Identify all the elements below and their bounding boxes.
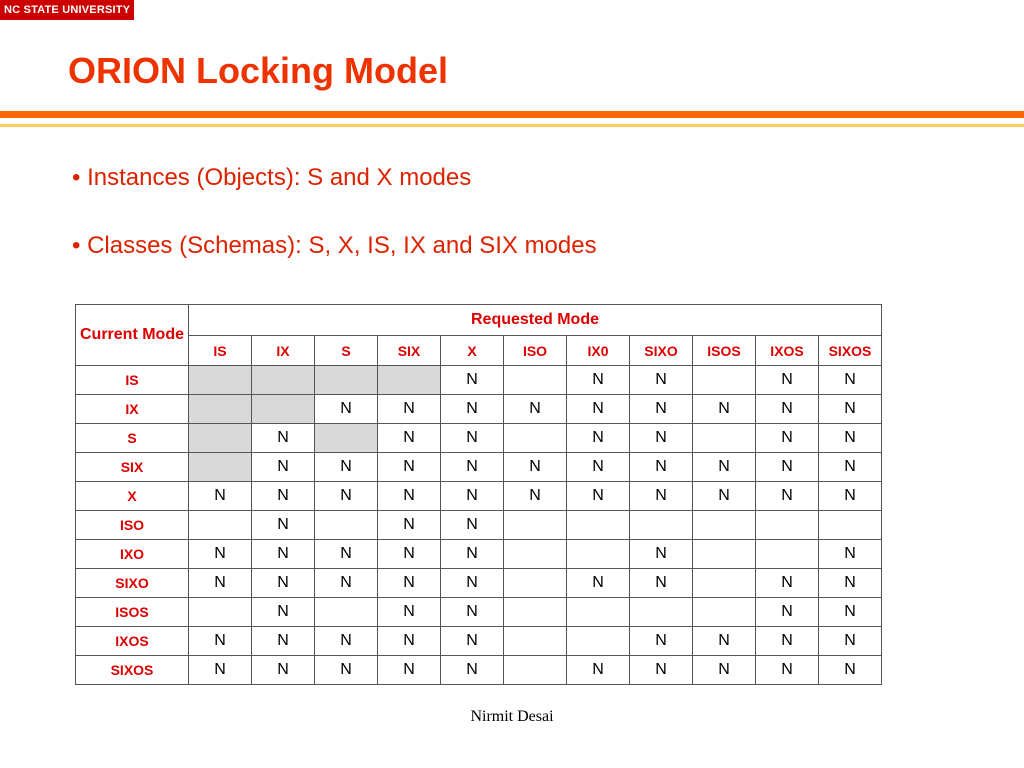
table-cell: N bbox=[315, 656, 378, 685]
table-cell: N bbox=[819, 598, 882, 627]
table-cell: N bbox=[252, 424, 315, 453]
table-cell: N bbox=[189, 482, 252, 511]
table-cell: N bbox=[630, 569, 693, 598]
table-cell: N bbox=[315, 453, 378, 482]
row-header: ISOS bbox=[76, 598, 189, 627]
table-cell: N bbox=[630, 656, 693, 685]
table-cell bbox=[504, 424, 567, 453]
table-cell: N bbox=[189, 627, 252, 656]
table-cell: N bbox=[756, 424, 819, 453]
table-cell bbox=[693, 540, 756, 569]
table-cell: N bbox=[189, 656, 252, 685]
table-cell: N bbox=[441, 424, 504, 453]
column-header: X bbox=[441, 336, 504, 366]
column-header: ISOS bbox=[693, 336, 756, 366]
table-cell: N bbox=[504, 453, 567, 482]
table-cell: N bbox=[441, 366, 504, 395]
row-header: X bbox=[76, 482, 189, 511]
table-cell bbox=[189, 424, 252, 453]
table-cell bbox=[630, 598, 693, 627]
column-header: SIXO bbox=[630, 336, 693, 366]
table-cell: N bbox=[378, 598, 441, 627]
table-cell: N bbox=[441, 627, 504, 656]
table-cell: N bbox=[441, 598, 504, 627]
table-cell: N bbox=[567, 395, 630, 424]
table-cell bbox=[189, 453, 252, 482]
table-cell bbox=[567, 627, 630, 656]
table-cell bbox=[819, 511, 882, 540]
table-cell bbox=[504, 656, 567, 685]
row-header: S bbox=[76, 424, 189, 453]
table-row bbox=[76, 569, 882, 598]
column-header: ISO bbox=[504, 336, 567, 366]
table-cell: N bbox=[378, 424, 441, 453]
table-cell: N bbox=[819, 569, 882, 598]
column-header-row bbox=[76, 336, 882, 366]
table-cell: N bbox=[441, 395, 504, 424]
table-cell bbox=[693, 569, 756, 598]
slide-title: ORION Locking Model bbox=[68, 50, 449, 91]
table-cell: N bbox=[630, 424, 693, 453]
table-cell: N bbox=[567, 482, 630, 511]
table-cell: N bbox=[378, 569, 441, 598]
column-header: SIX bbox=[378, 336, 441, 366]
table-cell: N bbox=[441, 656, 504, 685]
table-cell: N bbox=[819, 395, 882, 424]
table-cell: N bbox=[693, 453, 756, 482]
table-cell: N bbox=[819, 656, 882, 685]
table-cell: N bbox=[567, 569, 630, 598]
table-cell bbox=[504, 540, 567, 569]
table-cell bbox=[315, 598, 378, 627]
table-cell: N bbox=[189, 540, 252, 569]
table-cell: N bbox=[378, 482, 441, 511]
table-cell bbox=[756, 511, 819, 540]
table-cell: N bbox=[693, 627, 756, 656]
table-cell: N bbox=[693, 482, 756, 511]
table-cell: N bbox=[441, 453, 504, 482]
row-header: IXOS bbox=[76, 627, 189, 656]
table-cell: N bbox=[378, 540, 441, 569]
table-cell: N bbox=[315, 569, 378, 598]
table-cell bbox=[378, 366, 441, 395]
table-cell: N bbox=[378, 627, 441, 656]
table-cell: N bbox=[252, 540, 315, 569]
row-header: ISO bbox=[76, 511, 189, 540]
table-cell bbox=[252, 395, 315, 424]
table-cell bbox=[567, 511, 630, 540]
table-cell: N bbox=[819, 627, 882, 656]
table-cell: N bbox=[252, 569, 315, 598]
table-cell: N bbox=[441, 540, 504, 569]
table-cell bbox=[315, 424, 378, 453]
title-rule-thick bbox=[0, 111, 1024, 118]
table-cell bbox=[504, 569, 567, 598]
table-cell: N bbox=[504, 482, 567, 511]
table-cell: N bbox=[819, 482, 882, 511]
table-cell: N bbox=[252, 598, 315, 627]
table-cell bbox=[567, 598, 630, 627]
row-header: SIXO bbox=[76, 569, 189, 598]
table-cell: N bbox=[378, 511, 441, 540]
column-header: IX bbox=[252, 336, 315, 366]
table-cell: N bbox=[315, 482, 378, 511]
bullet-instances: • Instances (Objects): S and X modes bbox=[72, 164, 472, 191]
table-cell: N bbox=[630, 395, 693, 424]
row-header: SIXOS bbox=[76, 656, 189, 685]
nc-state-logo bbox=[0, 0, 134, 20]
column-header: IS bbox=[189, 336, 252, 366]
table-cell: N bbox=[630, 627, 693, 656]
table-cell: N bbox=[756, 395, 819, 424]
table-cell bbox=[693, 424, 756, 453]
table-row bbox=[76, 482, 882, 511]
table-cell: N bbox=[252, 627, 315, 656]
table-row bbox=[76, 540, 882, 569]
table-cell bbox=[504, 627, 567, 656]
table-row bbox=[76, 598, 882, 627]
table-cell: N bbox=[441, 569, 504, 598]
table-row bbox=[76, 453, 882, 482]
table-cell: N bbox=[567, 366, 630, 395]
column-header: IX0 bbox=[567, 336, 630, 366]
table-cell: N bbox=[378, 395, 441, 424]
table-cell: N bbox=[630, 540, 693, 569]
row-header: IXO bbox=[76, 540, 189, 569]
table-row bbox=[76, 656, 882, 685]
table-cell bbox=[315, 511, 378, 540]
row-header: IX bbox=[76, 395, 189, 424]
table-cell: N bbox=[252, 453, 315, 482]
table-cell: N bbox=[630, 366, 693, 395]
table-cell bbox=[189, 598, 252, 627]
table-cell: N bbox=[756, 482, 819, 511]
table-cell: N bbox=[756, 598, 819, 627]
table-cell bbox=[189, 395, 252, 424]
table-cell bbox=[504, 598, 567, 627]
table-cell: N bbox=[252, 482, 315, 511]
table-row bbox=[76, 395, 882, 424]
table-cell bbox=[504, 366, 567, 395]
table-cell bbox=[630, 511, 693, 540]
row-header: IS bbox=[76, 366, 189, 395]
table-row bbox=[76, 366, 882, 395]
lock-compatibility-table bbox=[75, 304, 882, 685]
row-header: SIX bbox=[76, 453, 189, 482]
table-cell: N bbox=[819, 366, 882, 395]
table-cell bbox=[756, 540, 819, 569]
table-cell: N bbox=[567, 424, 630, 453]
table-cell: N bbox=[315, 627, 378, 656]
table-cell: N bbox=[756, 366, 819, 395]
table-cell: N bbox=[567, 453, 630, 482]
requested-mode-header: Requested Mode bbox=[189, 305, 882, 336]
table-row bbox=[76, 511, 882, 540]
table-cell: N bbox=[252, 511, 315, 540]
table-row bbox=[76, 424, 882, 453]
table-cell bbox=[504, 511, 567, 540]
table-cell bbox=[315, 366, 378, 395]
table-cell: N bbox=[567, 656, 630, 685]
table-cell: N bbox=[693, 656, 756, 685]
table-cell bbox=[189, 366, 252, 395]
table-cell: N bbox=[378, 656, 441, 685]
table-cell: N bbox=[756, 656, 819, 685]
table-cell: N bbox=[252, 656, 315, 685]
title-rule-thin bbox=[0, 124, 1024, 127]
table-cell bbox=[567, 540, 630, 569]
bullet-classes: • Classes (Schemas): S, X, IS, IX and SIX modes bbox=[72, 232, 597, 259]
column-header: IXOS bbox=[756, 336, 819, 366]
table-cell: N bbox=[315, 540, 378, 569]
table-cell: N bbox=[441, 511, 504, 540]
table-cell bbox=[693, 366, 756, 395]
table-cell: N bbox=[630, 453, 693, 482]
table-cell: N bbox=[315, 395, 378, 424]
table-cell: N bbox=[819, 540, 882, 569]
table-cell: N bbox=[756, 627, 819, 656]
table-row bbox=[76, 627, 882, 656]
current-mode-header: Current Mode bbox=[76, 305, 189, 366]
matrix-body bbox=[76, 366, 882, 685]
logo-text: NC STATE UNIVERSITY bbox=[4, 4, 131, 16]
table-cell bbox=[252, 366, 315, 395]
table-cell: N bbox=[756, 569, 819, 598]
footer-author: Nirmit Desai bbox=[470, 708, 554, 725]
table-cell: N bbox=[819, 453, 882, 482]
table-cell: N bbox=[189, 569, 252, 598]
table-cell bbox=[693, 511, 756, 540]
table-cell: N bbox=[441, 482, 504, 511]
table-cell: N bbox=[378, 453, 441, 482]
table-cell: N bbox=[756, 453, 819, 482]
table-cell: N bbox=[504, 395, 567, 424]
table-cell: N bbox=[630, 482, 693, 511]
column-header: SIXOS bbox=[819, 336, 882, 366]
table-cell bbox=[189, 511, 252, 540]
table-cell bbox=[693, 598, 756, 627]
table-cell: N bbox=[819, 424, 882, 453]
table-cell: N bbox=[693, 395, 756, 424]
column-header: S bbox=[315, 336, 378, 366]
